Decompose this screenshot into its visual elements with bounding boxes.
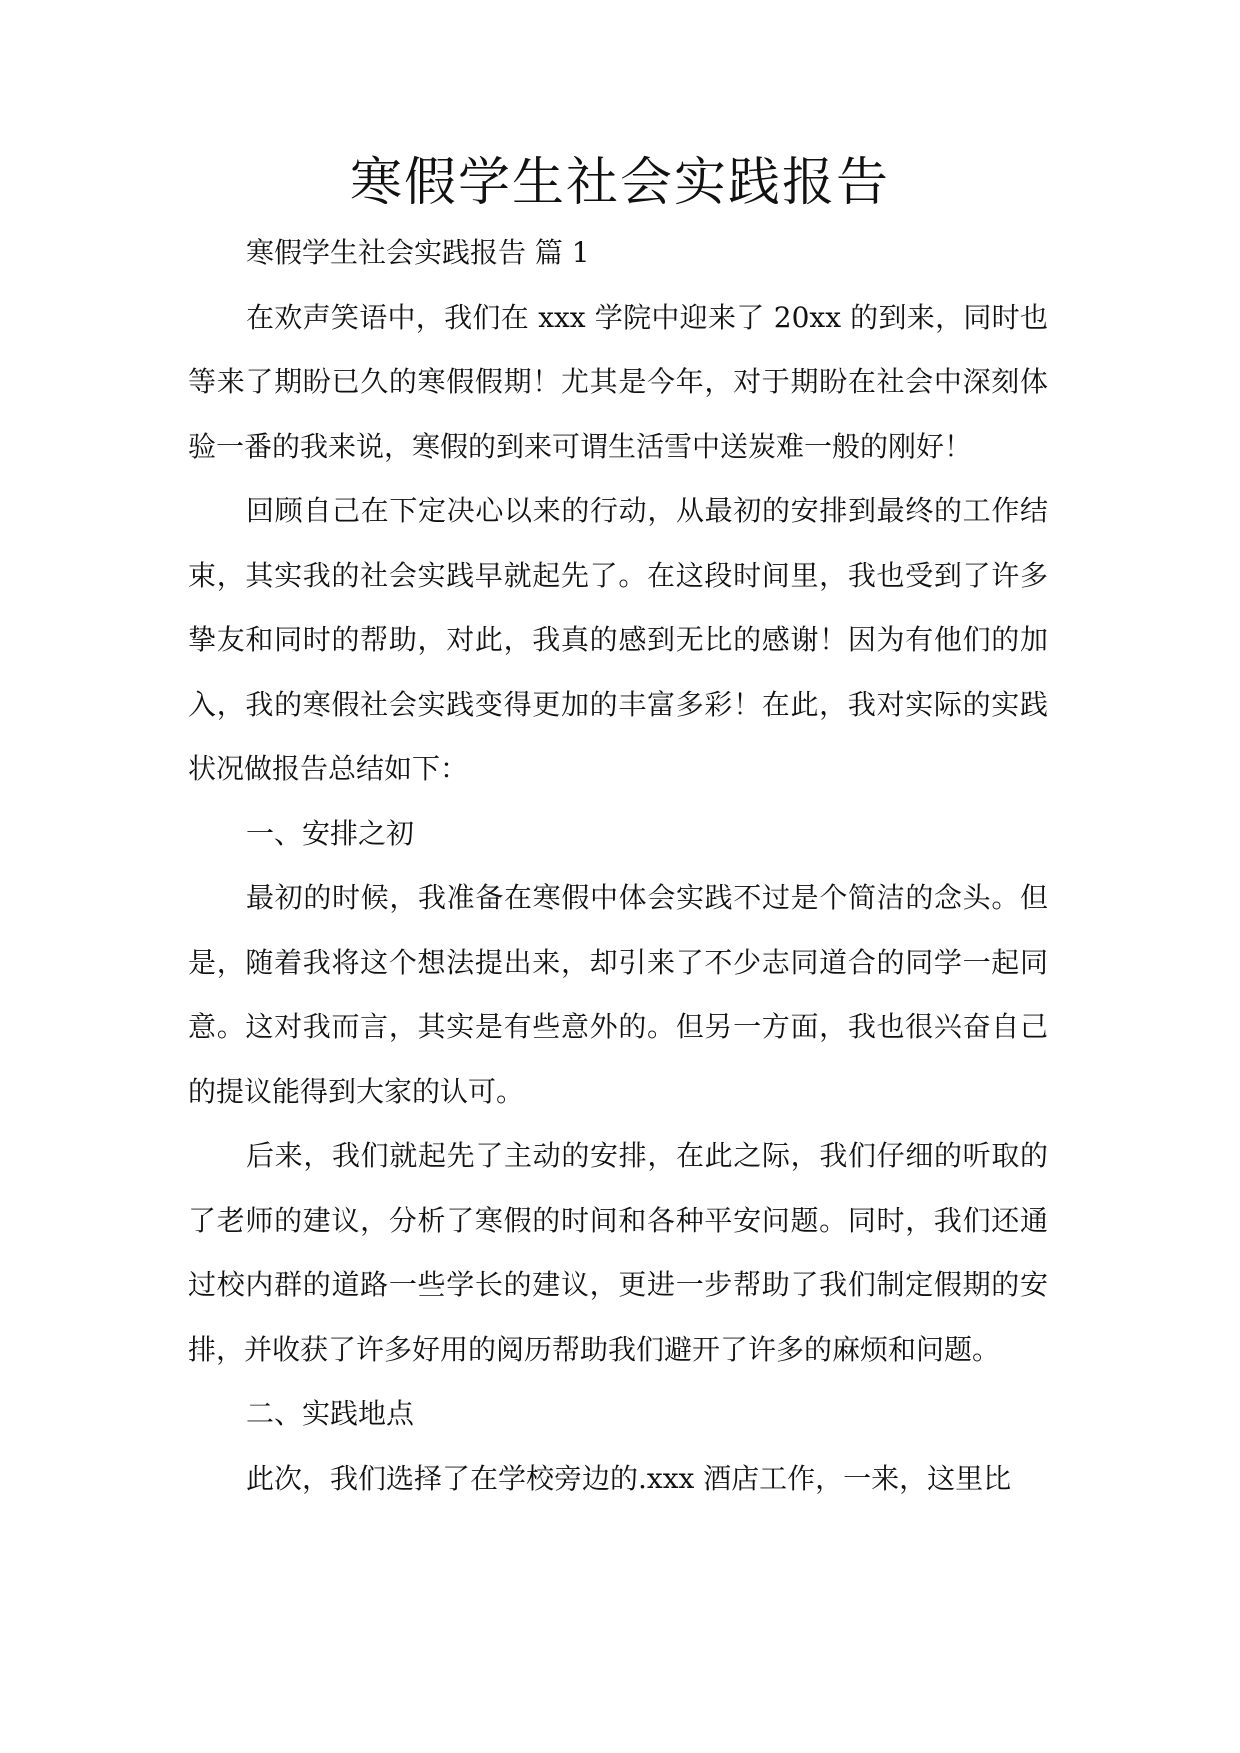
document-title: 寒假学生社会实践报告: [349, 153, 890, 213]
section-heading-part-1: 寒假学生社会实践报告 篇 1: [246, 236, 590, 269]
paragraph-intro: 在欢声笑语中，我们在 xxx 学院中迎来了 20xx 的到来，同时也等来了期盼已久的寒假假期！尤其是今年，对于期盼在社会中深刻体验一番的我来说，寒假的到来可谓生活雪中送炭难一般的刚好！: [188, 300, 1048, 463]
paragraph-review: 回顾自己在下定决心以来的行动，从最初的安排到最终的工作结束，其实我的社会实践早就起先了。在这段时间里，我也受到了许多挚友和同时的帮助，对此，我真的感到无比的感谢！因为有他们的加入，我的寒假社会实践变得更加的丰富多彩！在此，我对实际的实践状况做报告总结如下：: [188, 494, 1048, 785]
document-body: [188, 221, 1048, 1511]
paragraph-arrangement-start: 最初的时候，我准备在寒假中体会实践不过是个简洁的念头。但是，随着我将这个想法提出来，却引来了不少志同道合的同学一起同意。这对我而言，其实是有些意外的。但另一方面，我也很兴奋自己的提议能得到大家的认可。: [188, 881, 1048, 1108]
section-heading-arrangement: 一、安排之初: [246, 816, 415, 850]
paragraph-location: 此次，我们选择了在学校旁边的.xxx 酒店工作，一来，这里比: [246, 1461, 1012, 1495]
section-heading-location: 二、实践地点: [246, 1397, 415, 1430]
paragraph-arrangement-later: 后来，我们就起先了主动的安排，在此之际，我们仔细的听取的了老师的建议，分析了寒假的时间和各种平安问题。同时，我们还通过校内群的道路一些学长的建议，更进一步帮助了我们制定假期的安排，并收获了许多好用的阅历帮助我们避开了许多的麻烦和问题。: [188, 1139, 1048, 1366]
